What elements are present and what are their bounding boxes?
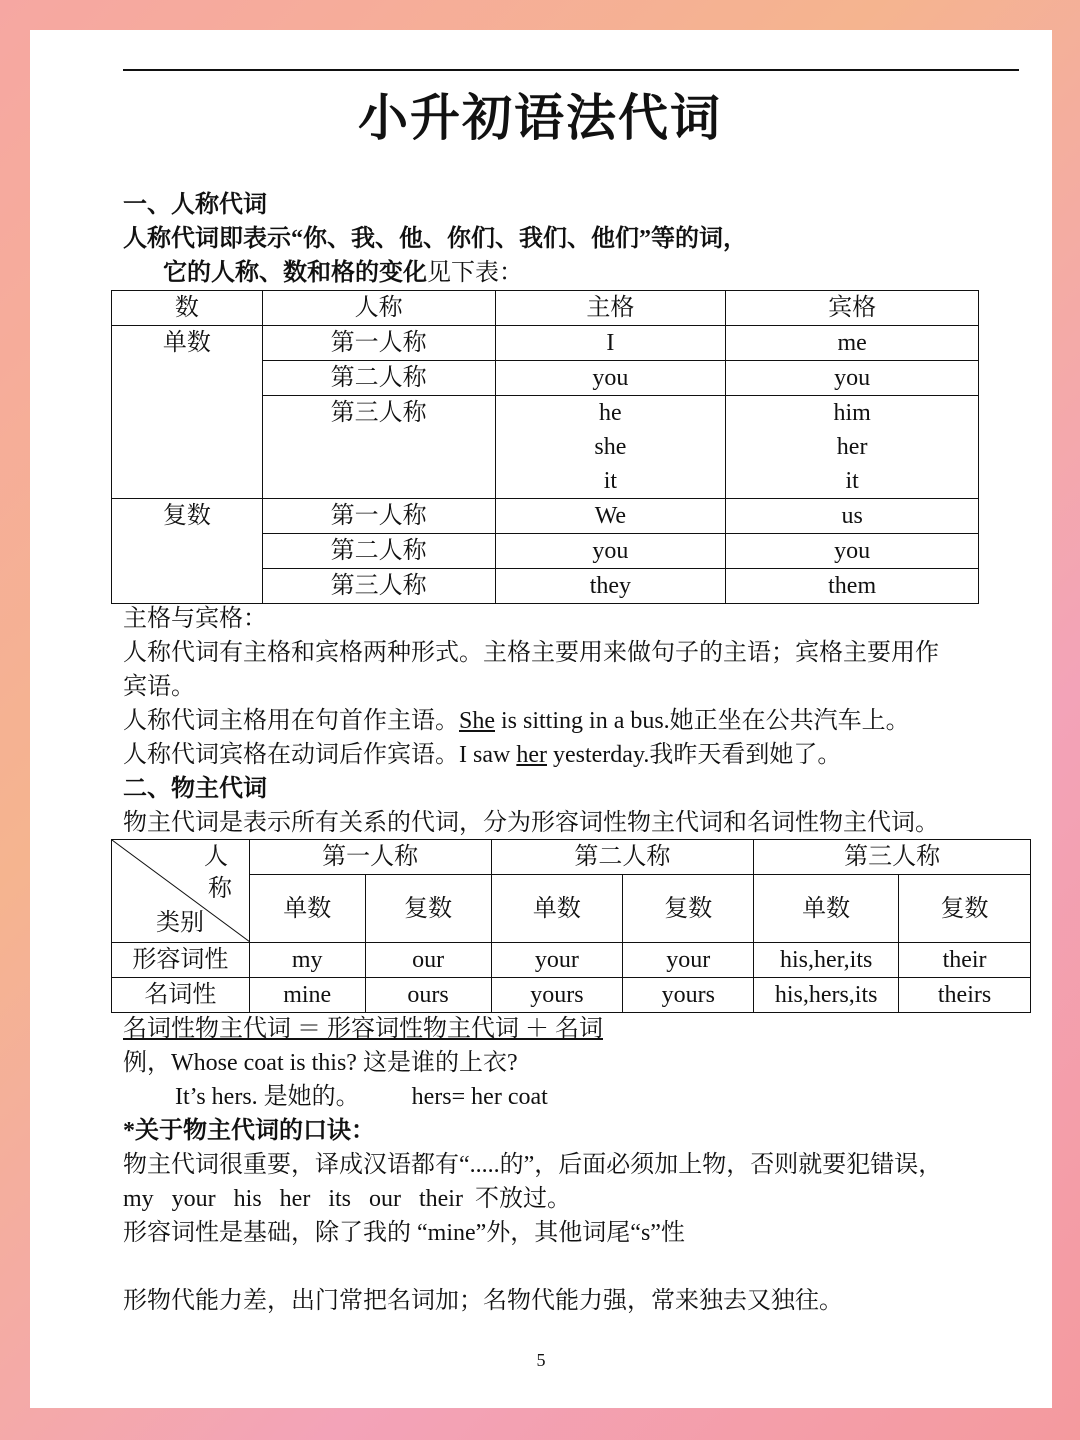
header-third-person: 第三人称 [754,840,1031,875]
personal-pronoun-table [111,290,979,604]
header-person: 人称 [262,291,495,326]
line4-text-b: yesterday.我昨天看到她了。 [546,742,842,768]
subject-cell [495,396,726,499]
subject-cell: they [495,569,726,604]
singular-label: 单数 [112,326,263,499]
object-cell: us [726,499,979,534]
example-line2 [175,1080,548,1114]
line3-text-a: 人称代词主格用在句首作主语。 [123,708,459,734]
cell-value: your [623,943,754,978]
section1-intro-line2 [163,256,523,290]
page-number: 5 [536,1350,546,1370]
table-row [112,499,979,534]
notes1-line2: 宾语。 [123,674,195,700]
table-row [112,326,979,361]
notes1-heading: 主格与宾格： [123,606,267,632]
header-number: 数 [112,291,263,326]
section1-heading: 一、人称代词 [123,192,267,218]
possessive-pronoun-table [111,839,1031,1013]
section2-intro: 物主代词是表示所有关系的代词，分为形容词性物主代词和名词性物主代词。 [123,810,939,836]
cell-value: ours [365,978,491,1013]
subheader-plural: 复数 [623,875,754,943]
plural-label: 复数 [112,499,263,604]
subject-cell: We [495,499,726,534]
formula-line: 名词性物主代词 ＝ 形容词性物主代词 ＋ 名词 [123,1016,603,1042]
cell-value: yours [491,978,623,1013]
subject-cell: you [495,534,726,569]
line4-text-a: 人称代词宾格在动词后作宾语。I saw [123,742,517,768]
top-rule [123,69,1019,71]
notes1-line1: 人称代词有主格和宾格两种形式。主格主要用来做句子的主语；宾格主要用作 [123,640,939,666]
corner-bottom: 类别 [156,910,204,936]
header-first-person: 第一人称 [249,840,491,875]
cell-value: theirs [899,978,1031,1013]
corner-top2: 称 [208,876,232,902]
header-object: 宾格 [726,291,979,326]
header-subject: 主格 [495,291,726,326]
subheader-singular: 单数 [754,875,899,943]
line4-underlined: her [516,742,547,768]
table-header-row [112,291,979,326]
page-title: 小升初语法代词 [358,90,722,146]
rhyme-line1: 物主代词很重要，译成汉语都有“.....的”，后面必须加上物，否则就要犯错误， [123,1152,943,1178]
cell-value: yours [623,978,754,1013]
person-cell: 第二人称 [262,361,495,396]
cell-value: their [899,943,1031,978]
rhyme-heading: *关于物主代词的口诀： [123,1118,375,1144]
notes1-line4 [123,738,841,772]
subject-he: he [599,400,622,426]
rhyme-line2: my your his her its our their 不放过。 [123,1186,571,1212]
header-second-person: 第二人称 [491,840,754,875]
person-cell: 第三人称 [262,569,495,604]
person-cell: 第三人称 [262,396,495,499]
intro-rest-part: 见下表： [427,260,523,286]
subject-it: it [603,468,618,494]
subheader-singular: 单数 [491,875,623,943]
cell-value: mine [249,978,365,1013]
person-cell: 第一人称 [262,326,495,361]
object-cell: me [726,326,979,361]
corner-cell [112,840,250,943]
example-line1: 例，Whose coat is this? 这是谁的上衣? [123,1050,518,1076]
line3-text-b: is sitting in a bus.她正坐在公共汽车上。 [495,708,910,734]
table-row [112,978,1031,1013]
subheader-plural: 复数 [365,875,491,943]
row-label-noun: 名词性 [112,978,250,1013]
object-cell: you [726,534,979,569]
example2-a: It’s hers. 是她的。 [175,1084,360,1110]
example2-b: hers= her coat [411,1084,548,1110]
cell-value: your [491,943,623,978]
object-it: it [845,468,859,494]
object-cell [726,396,979,499]
object-him: him [833,400,871,426]
object-her: her [836,434,868,460]
section1-intro-line1: 人称代词即表示“你、我、他、你们、我们、他们”等的词， [123,226,747,252]
object-cell: you [726,361,979,396]
cell-value: his,hers,its [754,978,899,1013]
table-header-row [112,840,1031,875]
notes1-line3 [123,704,910,738]
document-page [30,30,1052,1408]
row-label-adjective: 形容词性 [112,943,250,978]
person-cell: 第一人称 [262,499,495,534]
rhyme-line4: 形物代能力差，出门常把名词加；名物代能力强，常来独去又独往。 [123,1288,843,1314]
cell-value: his,her,its [754,943,899,978]
subject-cell: I [495,326,726,361]
subheader-plural: 复数 [899,875,1031,943]
corner-top1: 人 [204,844,228,870]
cell-value: my [249,943,365,978]
line3-underlined: She [459,708,495,734]
intro-bold-part: 它的人称、数和格的变化 [163,260,427,286]
person-cell: 第二人称 [262,534,495,569]
cell-value: our [365,943,491,978]
table-row [112,943,1031,978]
object-cell: them [726,569,979,604]
subject-she: she [594,434,627,460]
section2-heading: 二、物主代词 [123,776,267,802]
subject-cell: you [495,361,726,396]
subheader-singular: 单数 [249,875,365,943]
rhyme-line3: 形容词性是基础，除了我的 “mine”外，其他词尾“s”性 [123,1220,685,1246]
